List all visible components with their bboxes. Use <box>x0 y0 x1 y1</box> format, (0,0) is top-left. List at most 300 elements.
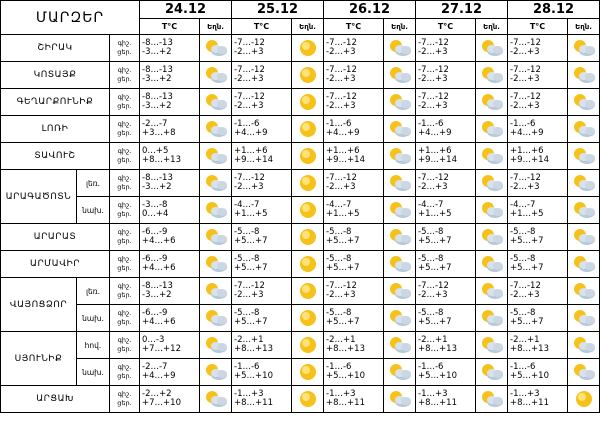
partly-cloudy-icon <box>203 146 229 166</box>
subregion-label: լեռ. <box>77 278 110 305</box>
weather-cell <box>568 332 600 359</box>
weather-cell <box>292 278 324 305</box>
night-temperature: -7…-12 <box>418 37 449 48</box>
temperature-cell <box>140 62 200 89</box>
partly-cloudy-icon <box>571 254 597 274</box>
night-label: գիշ. <box>117 336 132 344</box>
weather-cell <box>476 359 508 386</box>
weather-cell <box>292 305 324 332</box>
weather-cell <box>476 170 508 197</box>
temperature-cell <box>232 62 292 89</box>
weather-cell <box>476 278 508 305</box>
weather-cell <box>384 35 416 62</box>
day-temperature: +8…+13 <box>510 344 549 354</box>
partly-cloudy-icon <box>203 119 229 139</box>
weather-cell <box>568 278 600 305</box>
day-temperature: -3…+2 <box>142 182 172 192</box>
day-night-labels <box>110 62 140 89</box>
day-temperature: +4…+9 <box>142 371 176 381</box>
weather-cell <box>384 62 416 89</box>
day-temperature: +4…+9 <box>234 128 268 138</box>
day-temperature: -2…+3 <box>418 74 448 84</box>
weather-cell <box>568 386 600 413</box>
temperature-cell <box>416 35 476 62</box>
temperature-cell <box>508 62 568 89</box>
night-label: գիշ. <box>117 363 132 371</box>
weather-cell <box>384 305 416 332</box>
night-label: գիշ. <box>117 228 132 236</box>
night-temperature: -7…-12 <box>326 37 357 48</box>
night-temperature: -1…-6 <box>418 118 444 129</box>
night-temperature: -1…-6 <box>326 361 352 372</box>
day-night-labels <box>110 332 140 359</box>
partly-cloudy-icon <box>571 92 597 112</box>
day-temperature: +8…+13 <box>326 344 365 354</box>
partly-cloudy-icon <box>203 335 229 355</box>
partly-cloudy-icon <box>571 227 597 247</box>
temperature-cell <box>508 305 568 332</box>
night-temperature: -4…-7 <box>234 199 260 210</box>
night-temperature: -5…-8 <box>418 253 444 264</box>
night-temperature: -7…-12 <box>326 64 357 75</box>
night-temperature: -7…-12 <box>234 37 265 48</box>
day-temperature: -2…+3 <box>326 47 356 57</box>
temperature-cell <box>416 143 476 170</box>
partly-cloudy-icon <box>387 335 413 355</box>
night-temperature: -7…-12 <box>326 172 357 183</box>
temperature-cell <box>324 197 384 224</box>
temperature-cell <box>232 224 292 251</box>
day-temperature: -3…+2 <box>142 47 172 57</box>
temperature-cell <box>232 278 292 305</box>
sun-icon <box>572 389 596 409</box>
weather-cell <box>292 197 324 224</box>
night-temperature: -3…-8 <box>142 199 168 210</box>
weather-cell <box>568 251 600 278</box>
date-header: 27.12 <box>416 1 508 19</box>
partly-cloudy-icon <box>203 173 229 193</box>
day-night-labels <box>110 116 140 143</box>
partly-cloudy-icon <box>571 173 597 193</box>
weather-cell <box>200 305 232 332</box>
night-temperature: +1…+6 <box>418 145 452 156</box>
day-temperature: -2…+3 <box>510 101 540 111</box>
temperature-cell <box>508 143 568 170</box>
night-temperature: -2…-7 <box>142 361 168 372</box>
night-temperature: -5…-8 <box>510 226 536 237</box>
table-row <box>1 89 600 116</box>
table-title: ՄԱՐԶԵՐ <box>1 1 140 35</box>
night-temperature: -2…+2 <box>142 388 172 399</box>
date-header: 28.12 <box>508 1 600 19</box>
day-label: ցեր. <box>117 372 132 380</box>
partly-cloudy-icon <box>203 389 229 409</box>
weather-cell <box>568 35 600 62</box>
night-temperature: -1…+3 <box>326 388 356 399</box>
night-temperature: -7…-12 <box>418 64 449 75</box>
partly-cloudy-icon <box>387 65 413 85</box>
day-temperature: +8…+11 <box>234 398 273 408</box>
subregion-label: նախ. <box>77 359 110 386</box>
partly-cloudy-icon <box>203 254 229 274</box>
day-night-labels <box>110 278 140 305</box>
night-label: գիշ. <box>117 147 132 155</box>
day-night-labels <box>110 35 140 62</box>
night-temperature: -5…-8 <box>510 253 536 264</box>
day-night-labels <box>110 386 140 413</box>
temperature-cell <box>324 278 384 305</box>
weather-cell <box>200 224 232 251</box>
partly-cloudy-icon <box>479 200 505 220</box>
weather-cell <box>292 224 324 251</box>
day-night-labels <box>110 251 140 278</box>
night-temperature: -8…-13 <box>142 172 173 183</box>
partly-cloudy-icon <box>479 335 505 355</box>
night-temperature: -2…-7 <box>142 118 168 129</box>
partly-cloudy-icon <box>479 38 505 58</box>
temperature-cell <box>508 332 568 359</box>
sun-icon <box>296 335 320 355</box>
day-temperature: -2…+3 <box>418 101 448 111</box>
weather-cell <box>292 35 324 62</box>
day-label: ցեր. <box>117 129 132 137</box>
partly-cloudy-icon <box>203 362 229 382</box>
weather-column-header: Եղն. <box>476 19 508 35</box>
temperature-cell <box>416 224 476 251</box>
temperature-cell <box>416 251 476 278</box>
night-temperature: -1…-6 <box>326 118 352 129</box>
night-temperature: -2…+1 <box>326 334 356 345</box>
partly-cloudy-icon <box>387 173 413 193</box>
table-row <box>1 359 600 386</box>
day-temperature: -2…+3 <box>510 182 540 192</box>
weather-cell <box>292 89 324 116</box>
day-label: ցեր. <box>117 291 132 299</box>
day-temperature: -2…+3 <box>234 290 264 300</box>
weather-cell <box>568 197 600 224</box>
day-temperature: +9…+14 <box>510 155 549 165</box>
partly-cloudy-icon <box>571 146 597 166</box>
sun-icon <box>296 362 320 382</box>
temperature-cell <box>232 332 292 359</box>
weather-cell <box>476 305 508 332</box>
day-night-labels <box>110 89 140 116</box>
night-label: գիշ. <box>117 201 132 209</box>
day-temperature: +4…+6 <box>142 263 176 273</box>
day-label: ցեր. <box>117 102 132 110</box>
weather-cell <box>200 197 232 224</box>
day-temperature: +8…+11 <box>326 398 365 408</box>
night-temperature: -1…+3 <box>418 388 448 399</box>
partly-cloudy-icon <box>203 281 229 301</box>
day-temperature: -2…+3 <box>234 182 264 192</box>
sun-icon <box>296 227 320 247</box>
night-temperature: 0…+5 <box>142 145 169 156</box>
region-name: ԱՐԱԳԱԾՈՏՆ <box>1 170 77 224</box>
night-temperature: -7…-12 <box>234 172 265 183</box>
night-temperature: -1…-6 <box>510 118 536 129</box>
day-temperature: +5…+10 <box>418 371 457 381</box>
night-temperature: -7…-12 <box>326 280 357 291</box>
day-night-labels <box>110 224 140 251</box>
weather-cell <box>292 116 324 143</box>
night-temperature: -5…-8 <box>326 253 352 264</box>
day-label: ցեր. <box>117 318 132 326</box>
night-label: գիշ. <box>117 309 132 317</box>
partly-cloudy-icon <box>387 119 413 139</box>
region-name: ԱՐԱՐԱՏ <box>1 224 110 251</box>
partly-cloudy-icon <box>571 119 597 139</box>
weather-cell <box>476 251 508 278</box>
region-name: ՇԻՐԱԿ <box>1 35 110 62</box>
night-temperature: -5…-8 <box>510 307 536 318</box>
weather-cell <box>200 62 232 89</box>
temperature-cell <box>232 143 292 170</box>
weather-cell <box>568 305 600 332</box>
weather-cell <box>384 143 416 170</box>
table-row <box>1 332 600 359</box>
day-temperature: +7…+12 <box>142 344 181 354</box>
table-row <box>1 224 600 251</box>
sun-icon <box>296 200 320 220</box>
day-temperature: +5…+7 <box>510 236 544 246</box>
weather-cell <box>200 386 232 413</box>
day-temperature: -2…+3 <box>326 74 356 84</box>
day-temperature: +5…+10 <box>234 371 273 381</box>
day-temperature: 0…+4 <box>142 209 169 219</box>
sun-icon <box>296 308 320 328</box>
temperature-cell <box>416 305 476 332</box>
partly-cloudy-icon <box>571 200 597 220</box>
partly-cloudy-icon <box>203 65 229 85</box>
region-name: ԼՈՌԻ <box>1 116 110 143</box>
temperature-cell <box>508 251 568 278</box>
night-temperature: -1…-6 <box>234 118 260 129</box>
weather-cell <box>568 143 600 170</box>
day-temperature: +4…+9 <box>418 128 452 138</box>
weather-cell <box>200 332 232 359</box>
day-temperature: -2…+3 <box>510 290 540 300</box>
day-temperature: -2…+3 <box>326 182 356 192</box>
date-header: 24.12 <box>140 1 232 19</box>
temperature-cell <box>324 224 384 251</box>
night-temperature: -7…-12 <box>510 37 541 48</box>
night-temperature: -7…-12 <box>510 64 541 75</box>
partly-cloudy-icon <box>203 92 229 112</box>
weather-cell <box>200 251 232 278</box>
sun-icon <box>296 254 320 274</box>
temperature-cell <box>232 197 292 224</box>
day-temperature: +5…+7 <box>326 263 360 273</box>
table-row <box>1 305 600 332</box>
day-temperature: -2…+3 <box>326 290 356 300</box>
sun-icon <box>296 65 320 85</box>
temperature-cell <box>324 116 384 143</box>
temperature-cell <box>140 224 200 251</box>
temperature-cell <box>140 35 200 62</box>
subregion-label: նախ. <box>77 197 110 224</box>
day-label: ցեր. <box>117 156 132 164</box>
day-temperature: +1…+5 <box>326 209 360 219</box>
weather-cell <box>384 359 416 386</box>
region-name: ԿՈՏԱՅՔ <box>1 62 110 89</box>
table-row <box>1 197 600 224</box>
temperature-cell <box>416 332 476 359</box>
temperature-cell <box>324 89 384 116</box>
weather-cell <box>568 224 600 251</box>
temp-column-header: T°C <box>508 19 568 35</box>
weather-cell <box>384 332 416 359</box>
partly-cloudy-icon <box>479 227 505 247</box>
weather-cell <box>200 89 232 116</box>
partly-cloudy-icon <box>479 146 505 166</box>
day-night-labels <box>110 143 140 170</box>
temp-column-header: T°C <box>416 19 476 35</box>
day-temperature: +5…+10 <box>510 371 549 381</box>
day-label: ցեր. <box>117 345 132 353</box>
night-temperature: -1…-6 <box>510 361 536 372</box>
day-temperature: +1…+5 <box>510 209 544 219</box>
temperature-cell <box>140 170 200 197</box>
partly-cloudy-icon <box>479 254 505 274</box>
table-row <box>1 35 600 62</box>
date-header: 26.12 <box>324 1 416 19</box>
weather-cell <box>292 143 324 170</box>
region-name: ՏԱՎՈՒՇ <box>1 143 110 170</box>
temperature-cell <box>324 332 384 359</box>
weather-cell <box>384 278 416 305</box>
temperature-cell <box>140 386 200 413</box>
day-temperature: +5…+7 <box>510 317 544 327</box>
weather-cell <box>568 170 600 197</box>
night-temperature: -7…-12 <box>234 280 265 291</box>
night-temperature: -8…-13 <box>142 37 173 48</box>
day-temperature: +3…+8 <box>142 128 176 138</box>
partly-cloudy-icon <box>387 200 413 220</box>
day-temperature: -2…+3 <box>510 47 540 57</box>
temperature-cell <box>416 386 476 413</box>
weather-cell <box>384 170 416 197</box>
day-temperature: +9…+14 <box>326 155 365 165</box>
day-night-labels <box>110 197 140 224</box>
day-temperature: +8…+11 <box>418 398 457 408</box>
night-label: գիշ. <box>117 174 132 182</box>
night-temperature: -5…-8 <box>234 307 260 318</box>
night-label: գիշ. <box>117 66 132 74</box>
weather-cell <box>476 332 508 359</box>
temperature-cell <box>416 278 476 305</box>
night-temperature: -2…+1 <box>510 334 540 345</box>
temperature-cell <box>508 278 568 305</box>
night-temperature: -5…-8 <box>234 226 260 237</box>
day-night-labels <box>110 170 140 197</box>
night-temperature: -5…-8 <box>326 307 352 318</box>
weather-cell <box>292 251 324 278</box>
temperature-cell <box>232 116 292 143</box>
partly-cloudy-icon <box>479 65 505 85</box>
table-row <box>1 62 600 89</box>
night-temperature: -7…-12 <box>510 91 541 102</box>
partly-cloudy-icon <box>479 281 505 301</box>
partly-cloudy-icon <box>479 173 505 193</box>
weather-cell <box>476 62 508 89</box>
table-row <box>1 143 600 170</box>
partly-cloudy-icon <box>387 308 413 328</box>
partly-cloudy-icon <box>387 146 413 166</box>
day-night-labels <box>110 359 140 386</box>
day-temperature: +5…+7 <box>326 317 360 327</box>
day-label: ցեր. <box>117 48 132 56</box>
night-temperature: 0…-3 <box>142 334 165 345</box>
weather-cell <box>476 143 508 170</box>
weather-cell <box>476 197 508 224</box>
temperature-cell <box>232 359 292 386</box>
night-temperature: -7…-12 <box>234 64 265 75</box>
night-label: գիշ. <box>117 39 132 47</box>
day-temperature: -2…+3 <box>234 74 264 84</box>
night-temperature: -7…-12 <box>418 91 449 102</box>
night-label: գիշ. <box>117 93 132 101</box>
weather-column-header: Եղն. <box>200 19 232 35</box>
temperature-cell <box>140 143 200 170</box>
weather-column-header: Եղն. <box>568 19 600 35</box>
partly-cloudy-icon <box>571 38 597 58</box>
temp-column-header: T°C <box>324 19 384 35</box>
night-temperature: -1…+3 <box>234 388 264 399</box>
day-temperature: -2…+3 <box>234 47 264 57</box>
temperature-cell <box>508 359 568 386</box>
night-temperature: -1…+3 <box>510 388 540 399</box>
night-temperature: -2…+1 <box>418 334 448 345</box>
partly-cloudy-icon <box>387 389 413 409</box>
night-temperature: -6…-9 <box>142 253 168 264</box>
weather-cell <box>292 170 324 197</box>
temperature-cell <box>140 89 200 116</box>
night-temperature: -7…-12 <box>418 280 449 291</box>
temperature-cell <box>232 251 292 278</box>
night-temperature: -1…-6 <box>234 361 260 372</box>
partly-cloudy-icon <box>571 65 597 85</box>
temperature-cell <box>324 386 384 413</box>
temperature-cell <box>508 170 568 197</box>
weather-cell <box>292 359 324 386</box>
weather-cell <box>476 89 508 116</box>
day-temperature: +5…+7 <box>418 263 452 273</box>
night-temperature: -7…-12 <box>510 280 541 291</box>
temperature-cell <box>140 197 200 224</box>
day-temperature: +7…+10 <box>142 398 181 408</box>
partly-cloudy-icon <box>387 281 413 301</box>
night-temperature: -1…-6 <box>418 361 444 372</box>
partly-cloudy-icon <box>479 119 505 139</box>
day-temperature: -2…+3 <box>418 182 448 192</box>
weather-cell <box>292 62 324 89</box>
weather-cell <box>476 224 508 251</box>
night-temperature: -4…-7 <box>326 199 352 210</box>
temperature-cell <box>416 359 476 386</box>
temperature-cell <box>508 197 568 224</box>
region-name: ՍՅՈՒՆԻՔ <box>1 332 77 386</box>
night-temperature: -4…-7 <box>418 199 444 210</box>
night-temperature: -5…-8 <box>326 226 352 237</box>
night-temperature: +1…+6 <box>234 145 268 156</box>
partly-cloudy-icon <box>387 254 413 274</box>
partly-cloudy-icon <box>387 38 413 58</box>
temperature-cell <box>324 170 384 197</box>
region-name: ՎԱՅՈՑՁՈՐ <box>1 278 77 332</box>
partly-cloudy-icon <box>203 227 229 247</box>
weather-cell <box>384 116 416 143</box>
